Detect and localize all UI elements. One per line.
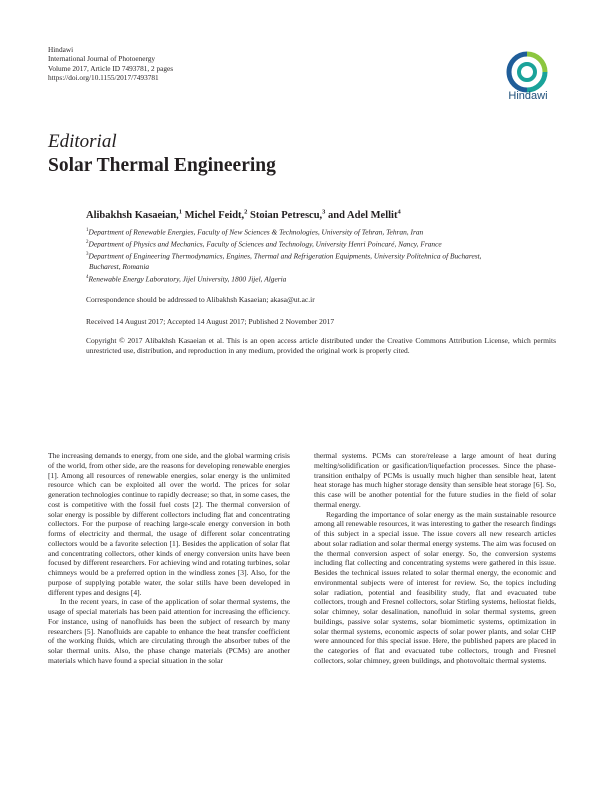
journal-header (48, 45, 173, 82)
affiliation: $^1$Department of Renewable Energies, Faculty of New Sciences & Technologies, University of Tehran, Tehran, Iran (86, 227, 424, 237)
affiliation-list (86, 226, 556, 285)
copyright-notice: Copyright © 2017 Alibakhsh Kasaeian et al. This is an open access article distributed under the Creative Commons Attribution License, which permits unrestricted use, distribution, and reproduction in any medium, provided the original work is properly cited. (86, 336, 556, 356)
logo-ring-inner (519, 64, 535, 80)
article-type: Editorial (48, 131, 117, 152)
correspondence: Correspondence should be addressed to Alibakhsh Kasaeian; akasa@ut.ac.ir (86, 295, 315, 304)
author: Stoian Petrescu,$^3$ (250, 208, 326, 221)
publication-dates: Received 14 August 2017; Accepted 14 August 2017; Published 2 November 2017 (86, 317, 335, 326)
author-list (86, 208, 401, 221)
affiliation: $^3$Department of Engineering Thermodynamics, Engines, Thermal and Refrigeration Equipments, University Politehnica of Bucharest, (86, 251, 482, 261)
volume-info: Volume 2017, Article ID 7493781, 2 pages (48, 63, 174, 73)
publisher-name: Hindawi (48, 45, 74, 54)
body-column-right (314, 451, 556, 666)
affiliation-continuation: Bucharest, Romania (89, 262, 150, 272)
author: Alibakhsh Kasaeian,$^1$ (86, 208, 183, 221)
paragraph: In the recent years, in case of the application of solar thermal systems, the usage of special materials has been paid attention for increasing the efficiency. For instance, using of nanofluids has been the subject of research by many researchers [5]. Nanofluids are capable to enhance the heat transfer coefficient of the working fluids, which are circulating through the absorber tubes of the solar thermal units. Also, the phase change materials (PCMs) are another materials which have found a special situation in the solar (48, 597, 290, 665)
paragraph: Regarding the importance of solar energy as the main sustainable resource among all renewable resources, it was interesting to gather the research findings of this subject in a special issue. The issue covers all new research articles about solar radiation and solar thermal energy systems. The aim was focused on the thermal conversion aspect of solar energy. So, the conversion systems including flat collecting and concentrating systems were gathered in this issue. Besides the technical issues related to solar thermal energy, the economic and environmental subjects were of interest for review. So, the topics including solar radiation, potential and feasibility study, flat and evacuated tube collectors, trough and Fresnel collectors, solar Stirling systems, heliostat fields, solar chimney, solar desalination, nanofluid in solar thermal systems, green buildings, passive solar systems, solar biomimetic systems, optimization in solar thermal systems, economic aspects of solar power plants, and solar CHP were announced for this special issue. Here, the published papers are placed in the categories of flat and evacuated tube collectors, trough and Fresnel collectors, solar chimney, green buildings, and photovoltaic thermal systems. (314, 509, 556, 665)
paragraph: thermal systems. PCMs can store/release a large amount of heat during melting/solidification or gasification/liquefaction processes. Since the phase-transition enthalpy of PCMs is usually much higher than sensible heat, latent heat storage has much higher storage density than sensible heat storage [6]. So, this case will be another potential for the future studies in the field of solar thermal energy. (314, 451, 556, 509)
doi-link[interactable]: https://doi.org/10.1155/2017/7493781 (48, 72, 159, 82)
affiliation: $^2$Department of Physics and Mechanics, Faculty of Sciences and Technology, University Henri Poincaré, Nancy, France (86, 239, 442, 249)
affiliation: $^4$Renewable Energy Laboratory, Jijel University, 1800 Jijel, Algeria (86, 274, 287, 284)
paragraph: The increasing demands to energy, from one side, and the global warming crisis of the world, from other side, are the reasons for developing renewable energies [1]. Among all resources of renewable energies, solar energy is the unlimited resource which can be exploited all over the world. The prices for solar generation technologies continue to rapidly decrease; so that, in some cases, the cost is competitive with the fossil fuel costs [2]. The thermal conversion of solar energy is possible by different collectors including flat and concentrating collectors. For the purpose of reaching large-scale energy conversion in both forms of electricity and thermal, the usage of different solar concentrating collectors would be a favorite selection [1]. Besides the application of solar flat and concentrating collectors, other kinds of energy conversion units have been focused by different researchers. For achieving wind and rotating turbines, solar chimneys would be a preferred option in the windless zones [3]. Also, for the purpose of supplying potable water, the solar stills have been developed in different types and designs [4]. (48, 451, 290, 597)
article-title: Solar Thermal Engineering (48, 155, 276, 176)
author: Michel Feidt,$^2$ (184, 208, 248, 221)
author: and Adel Mellit$^4$ (328, 208, 401, 221)
body-column-left (48, 451, 290, 666)
logo-wordmark: Hindawi (508, 90, 548, 102)
journal-name: International Journal of Photoenergy (48, 54, 156, 64)
